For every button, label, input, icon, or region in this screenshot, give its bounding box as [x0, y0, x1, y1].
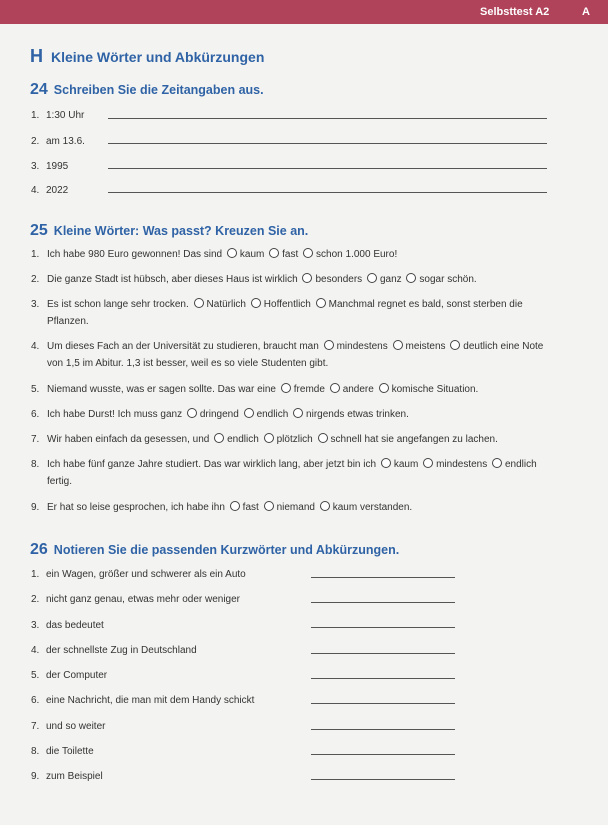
radio-circle[interactable] — [214, 433, 224, 443]
item-text: Wir haben einfach da gesessen, und — [47, 434, 210, 445]
radio-circle[interactable] — [324, 340, 334, 350]
answer-line[interactable] — [108, 192, 547, 193]
item-text: Ich habe 980 Euro gewonnen! Das sind — [47, 249, 223, 260]
option-label: schnell — [330, 434, 362, 445]
answer-line[interactable] — [108, 143, 547, 144]
item-text: Es ist schon lange sehr trocken. — [47, 299, 189, 310]
option-label: besonders — [315, 274, 363, 285]
item-number: 2. — [31, 274, 40, 285]
list-item — [31, 406, 546, 423]
item-number: 6. — [31, 695, 40, 706]
option-label: endlich — [256, 409, 289, 420]
item-text: Ich habe Durst! Ich muss ganz — [47, 409, 183, 420]
exercise-26-title — [30, 541, 399, 559]
list-item — [31, 161, 68, 172]
radio-circle[interactable] — [264, 433, 274, 443]
answer-line[interactable] — [311, 779, 455, 780]
section-title: Kleine Wörter und Abkürzungen — [51, 49, 265, 65]
option-label: endlich — [505, 459, 537, 470]
item-number: 8. — [31, 459, 40, 470]
radio-circle[interactable] — [423, 458, 433, 468]
answer-line[interactable] — [108, 168, 547, 169]
item-text: eine Nachricht, die man mit dem Handy schickt — [46, 695, 255, 706]
item-text: zum Beispiel — [46, 771, 103, 782]
item-number: 1. — [31, 569, 40, 580]
radio-circle[interactable] — [269, 248, 279, 258]
radio-circle[interactable] — [379, 383, 389, 393]
radio-circle[interactable] — [381, 458, 391, 468]
item-text: 1995 — [46, 161, 69, 172]
list-item — [31, 594, 240, 605]
item-text: der Computer — [46, 670, 108, 681]
list-item — [31, 338, 546, 372]
option-label: Hoffentlich — [263, 299, 311, 310]
radio-circle[interactable] — [230, 501, 240, 511]
item-text: der schnellste Zug in Deutschland — [46, 645, 197, 656]
exercise-instruction: Schreiben Sie die Zeitangaben aus. — [53, 83, 264, 97]
item-number: 2. — [31, 136, 40, 147]
option-label: meistens — [405, 341, 446, 352]
radio-circle[interactable] — [302, 273, 312, 283]
list-item — [31, 620, 104, 631]
item-text: etwas trinken. — [347, 409, 409, 420]
option-label: kaum — [239, 249, 265, 260]
exercise-number: 26 — [30, 541, 48, 558]
answer-line[interactable] — [311, 602, 455, 603]
option-label: kaum — [393, 459, 419, 470]
option-label: dringend — [199, 409, 239, 420]
list-item — [31, 746, 94, 757]
radio-circle[interactable] — [492, 458, 502, 468]
item-number: 6. — [31, 409, 40, 420]
answer-line[interactable] — [108, 118, 547, 119]
list-item — [31, 185, 68, 196]
radio-circle[interactable] — [264, 501, 274, 511]
radio-circle[interactable] — [393, 340, 403, 350]
answer-line[interactable] — [311, 627, 455, 628]
section-letter: H — [30, 46, 43, 66]
item-number: 3. — [31, 299, 40, 310]
item-number: 9. — [31, 771, 40, 782]
exercise-25-title — [30, 222, 308, 240]
item-text: regnet es bald, sonst sterben die Pflanzen. — [47, 299, 523, 327]
option-label: Manchmal — [328, 299, 375, 310]
list-item — [31, 645, 197, 656]
item-number: 7. — [31, 434, 40, 445]
item-number: 7. — [31, 721, 40, 732]
option-label: mindestens — [336, 341, 388, 352]
list-item — [31, 569, 246, 580]
option-label: nirgends — [306, 409, 345, 420]
list-item — [31, 721, 105, 732]
option-label: mindestens — [436, 459, 488, 470]
radio-circle[interactable] — [303, 248, 313, 258]
radio-circle[interactable] — [251, 298, 261, 308]
section-heading — [30, 46, 264, 67]
item-text: und so weiter — [46, 721, 106, 732]
item-text: Um dieses Fach an der Universität zu studieren, braucht man — [47, 341, 319, 352]
item-text: ein Wagen, größer und schwerer als ein Auto — [46, 569, 246, 580]
item-text: Niemand wusste, was er sagen sollte. Das war eine — [47, 384, 276, 395]
radio-circle[interactable] — [227, 248, 237, 258]
item-number: 5. — [31, 670, 40, 681]
item-number: 2. — [31, 594, 40, 605]
item-text: das bedeutet — [46, 620, 104, 631]
option-label: kaum — [332, 502, 358, 513]
item-text: eine Note von 1,5 im Abitur. 1,3 ist besser, weil es so viele Studenten gibt. — [47, 341, 544, 369]
list-item — [31, 110, 84, 121]
item-text: die Toilette — [46, 746, 94, 757]
exercise-instruction: Kleine Wörter: Was passt? Kreuzen Sie an. — [53, 224, 309, 238]
item-text: Die ganze Stadt ist hübsch, aber dieses Haus ist wirklich — [47, 274, 298, 285]
option-label: Natürlich — [206, 299, 246, 310]
item-text: schön. — [447, 274, 477, 285]
option-label: endlich — [227, 434, 259, 445]
radio-circle[interactable] — [450, 340, 460, 350]
item-text: 1.000 Euro! — [345, 249, 398, 260]
item-text: Er hat so leise gesprochen, ich habe ihn — [47, 502, 225, 513]
header-bar — [0, 0, 608, 24]
item-text: 1:30 Uhr — [46, 110, 85, 121]
list-item — [31, 271, 546, 288]
list-item — [31, 670, 107, 681]
item-number: 8. — [31, 746, 40, 757]
item-text: 2022 — [46, 185, 69, 196]
answer-line[interactable] — [311, 678, 455, 679]
exercise-instruction: Notieren Sie die passenden Kurzwörter und Abkürzungen. — [53, 543, 400, 557]
option-label: sogar — [419, 274, 445, 285]
exercise-number: 24 — [30, 81, 48, 98]
option-label: fast — [242, 502, 259, 513]
radio-circle[interactable] — [320, 501, 330, 511]
answer-line[interactable] — [311, 754, 455, 755]
item-number: 3. — [31, 161, 40, 172]
exercise-24-title — [30, 81, 264, 99]
radio-circle[interactable] — [330, 383, 340, 393]
item-number: 5. — [31, 384, 40, 395]
option-label: niemand — [276, 502, 315, 513]
list-item — [31, 695, 254, 706]
list-item — [31, 771, 103, 782]
radio-circle[interactable] — [281, 383, 291, 393]
item-text: Ich habe fünf ganze Jahre studiert. Das war wirklich lang, aber jetzt bin ich — [47, 459, 377, 470]
list-item — [31, 456, 546, 490]
header-letter: A — [582, 6, 590, 18]
radio-circle[interactable] — [194, 298, 204, 308]
item-text: am 13.6. — [46, 136, 85, 147]
item-number: 1. — [31, 249, 40, 260]
list-item — [31, 499, 546, 516]
radio-circle[interactable] — [316, 298, 326, 308]
list-item — [31, 246, 546, 263]
radio-circle[interactable] — [293, 408, 303, 418]
radio-circle[interactable] — [406, 273, 416, 283]
item-text: Situation. — [436, 384, 479, 395]
radio-circle[interactable] — [187, 408, 197, 418]
item-text: fertig. — [47, 476, 73, 487]
radio-circle[interactable] — [244, 408, 254, 418]
item-number: 4. — [31, 185, 40, 196]
header-title: Selbsttest A2 — [480, 6, 550, 18]
option-label: komische — [391, 384, 434, 395]
answer-line[interactable] — [311, 577, 455, 578]
option-label: fremde — [293, 384, 325, 395]
item-text: hat sie angefangen zu lachen. — [364, 434, 498, 445]
item-text: nicht ganz genau, etwas mehr oder weniger — [46, 594, 241, 605]
list-item — [31, 381, 546, 398]
list-item — [31, 431, 546, 448]
radio-circle[interactable] — [318, 433, 328, 443]
list-item — [31, 136, 85, 147]
answer-line[interactable] — [311, 653, 455, 654]
item-number: 1. — [31, 110, 40, 121]
option-label: fast — [282, 249, 299, 260]
option-label: schon — [316, 249, 343, 260]
option-label: plötzlich — [276, 434, 313, 445]
answer-line[interactable] — [311, 703, 455, 704]
item-text: verstanden. — [359, 502, 413, 513]
item-number: 9. — [31, 502, 40, 513]
item-number: 4. — [31, 645, 40, 656]
item-number: 3. — [31, 620, 40, 631]
answer-line[interactable] — [311, 729, 455, 730]
option-label: ganz — [379, 274, 402, 285]
option-label: deutlich — [463, 341, 498, 352]
radio-circle[interactable] — [367, 273, 377, 283]
exercise-number: 25 — [30, 222, 48, 239]
option-label: andere — [342, 384, 374, 395]
list-item — [31, 296, 546, 330]
item-number: 4. — [31, 341, 40, 352]
